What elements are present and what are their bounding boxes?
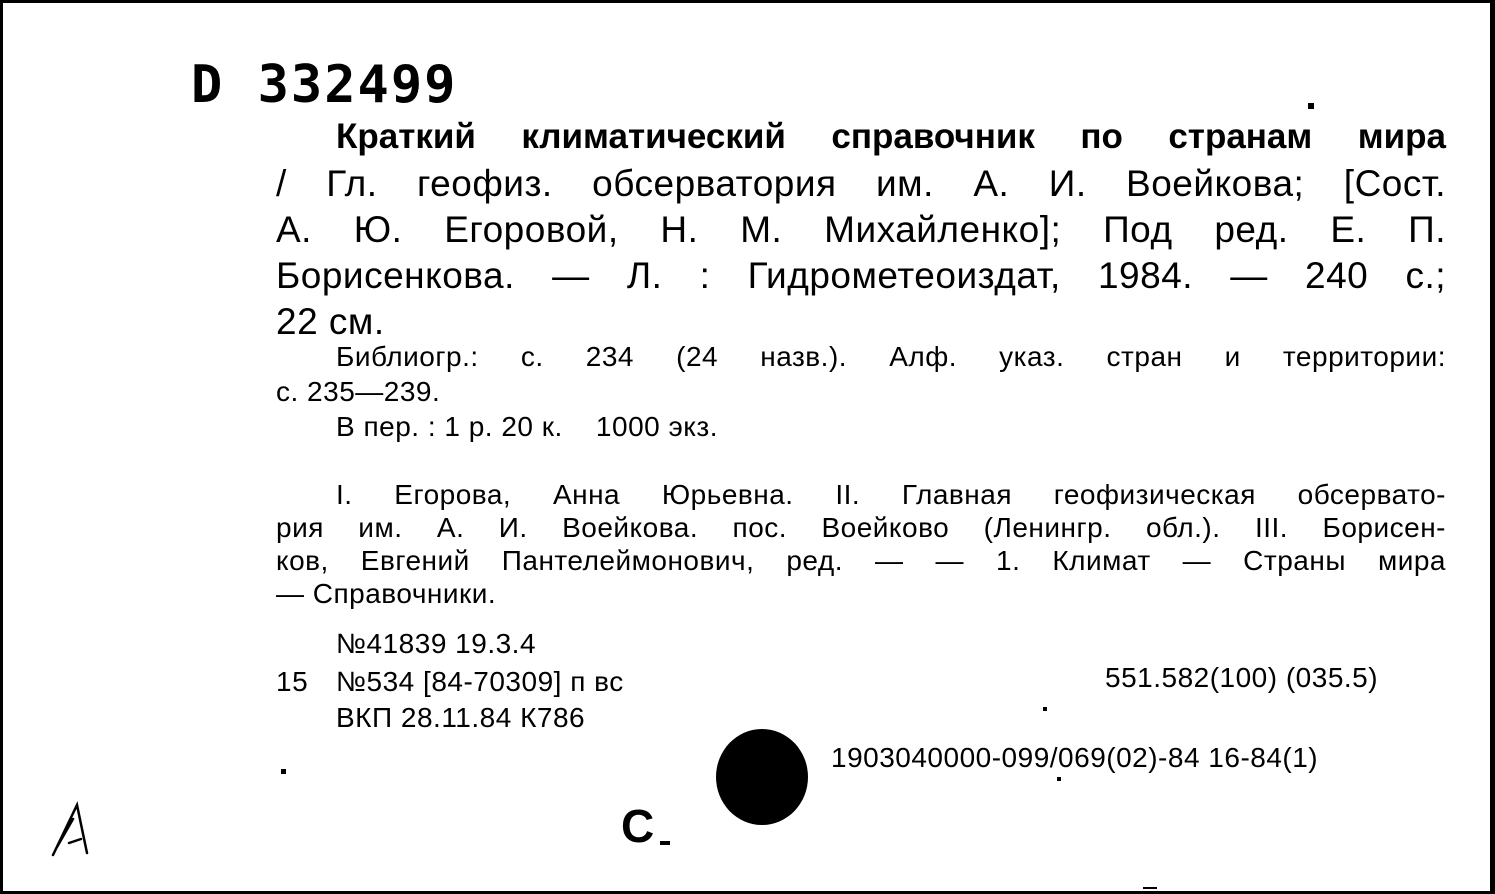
title-line-4: Борисенкова. — Л. : Гидрометеоиздат, 1984. — 240 с.; (276, 255, 1446, 296)
ink-speck (1308, 103, 1314, 109)
order-line: №534 [84-70309] п вс (336, 666, 624, 697)
stamp-letter: С (621, 800, 655, 852)
title-line-1: Краткий климатический справочник по странам мира (336, 117, 1446, 156)
ink-speck (281, 769, 286, 774)
ink-speck (1143, 887, 1157, 889)
note-line-2: с. 235—239. (276, 376, 441, 407)
tracing-line-1: I. Егорова, Анна Юрьевна. II. Главная геофизическая обсервато- (336, 479, 1446, 510)
print-prefix: 15 (276, 666, 309, 697)
bibliographic-description (276, 113, 1446, 345)
note-line-1: Библиогр.: с. 234 (24 назв.). Алф. указ. стран и территории: (336, 341, 1446, 372)
title-line-5: 22 см. (276, 301, 385, 342)
tracing-line-4: — Справочники. (276, 578, 497, 609)
ink-speck (660, 841, 670, 845)
handwritten-mark-icon (47, 799, 107, 859)
title-line-2: / Гл. геофиз. обсерватория им. А. И. Воейкова; [Сост. (276, 163, 1446, 204)
inventory-number: D 332499 (191, 55, 458, 115)
ink-speck (1043, 707, 1047, 711)
punched-hole (716, 729, 808, 825)
note-line-3: В пер. : 1 р. 20 к. 1000 экз. (336, 411, 718, 442)
tracing-block (276, 478, 1446, 610)
tracing-line-2: рия им. А. И. Воейкова. пос. Воейково (Ленингр. обл.). III. Борисен- (276, 512, 1446, 543)
udc-index: 551.582(100) (035.5) (1105, 662, 1379, 693)
title-line-3: А. Ю. Егоровой, Н. М. Михайленко]; Под ред. Е. П. (276, 209, 1446, 250)
registry-number: №41839 19.3.4 (336, 628, 537, 659)
notes-block (276, 339, 1446, 444)
vkp-line: ВКП 28.11.84 К786 (336, 702, 586, 733)
isbn-code: 1903040000-099/069(02)-84 16-84(1) (831, 742, 1319, 773)
tracing-line-3: ков, Евгений Пантелеймонович, ред. — — 1. Климат — Страны мира (276, 545, 1446, 576)
ink-speck (1057, 777, 1061, 781)
